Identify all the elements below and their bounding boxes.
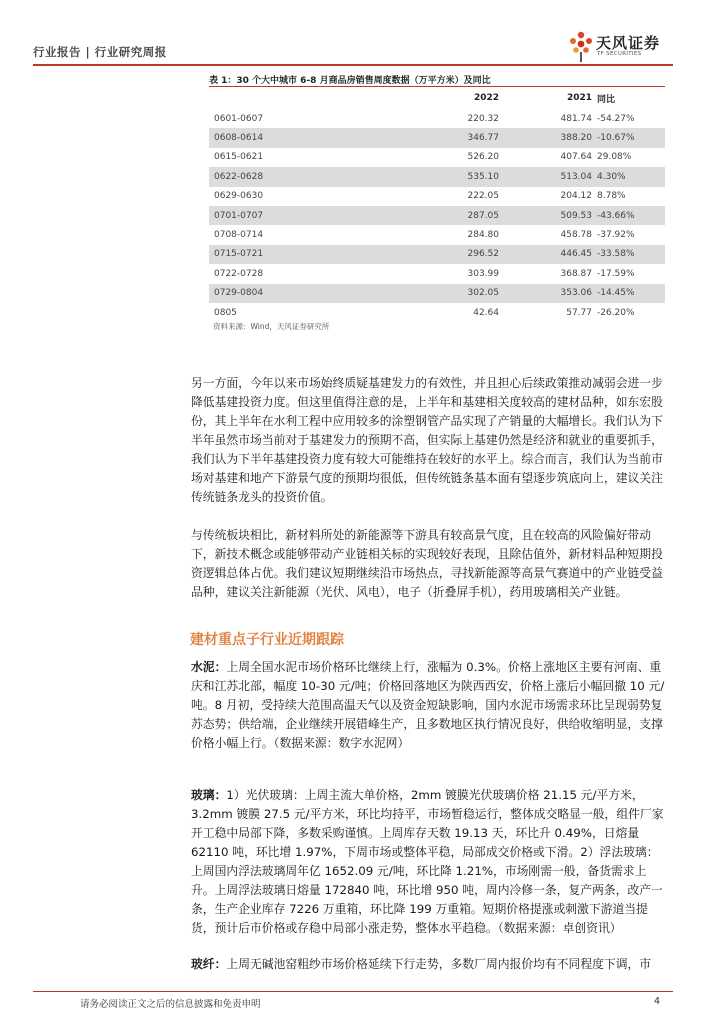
table-cell: 0805 — [214, 307, 237, 318]
paragraph-new-materials: 与传统板块相比，新材料所处的新能源等下游具有较高景气度，且在较高的风险偏好带动下，新技术概念或能够带动产业链相关标的实现较好表现，且除估值外，新材料品种短期投资逻辑总体占优。我们建议短期继续沿市场热点，寻找新能源等高景气赛道中的产业链受益品种，建议关注新能源（光伏、风电），电子（折叠屏手机），药用玻璃相关产业链。 — [191, 528, 663, 599]
table-cell: 458.78 — [560, 230, 592, 241]
table-cell: 0629-0630 — [214, 191, 264, 202]
paragraph-fiberglass — [191, 955, 666, 974]
paragraph-cement — [191, 658, 666, 753]
table-row — [209, 109, 665, 128]
table-source: 资料来源：Wind，天风证券研究所 — [213, 322, 330, 331]
table-cell: 407.64 — [560, 152, 592, 163]
table-cell: 0722-0728 — [214, 268, 264, 279]
table-cell: 8.78% — [597, 191, 626, 202]
table-cell: 346.77 — [467, 133, 499, 144]
table-cell: 388.20 — [560, 133, 592, 144]
table-cell: -33.58% — [597, 249, 635, 260]
table-row — [209, 167, 665, 186]
logo-subtext: TF SECURITIES — [597, 51, 642, 57]
cement-text: 上周全国水泥市场价格环比继续上行，涨幅为 0.3%。价格上涨地区主要有河南、重庆和江苏北部，幅度 10-30 元/吨；价格回落地区为陕西西安，价格上涨后小幅回撤 10 元/吨。8 月初，受持续大范围高温天气以及资金短缺影响，国内水泥市场需求环比呈现弱势复苏态势；供给端，企业继续开展错峰生产，且多数地区执行情况良好，供给收缩明显，支撑价格小幅上行。（数据来源：数字水泥网） — [191, 660, 665, 750]
table-cell: 353.06 — [560, 288, 592, 299]
table-cell: 220.32 — [467, 113, 499, 124]
table-cell: -54.27% — [597, 113, 635, 124]
footer-divider — [33, 991, 673, 992]
page-number: 4 — [654, 996, 661, 1007]
fiberglass-text: 上周无碱池窑粗纱市场价格延续下行走势，多数厂周内报价均有不同程度下调，市 — [226, 957, 652, 971]
table-cell: 513.04 — [560, 171, 592, 182]
table-cell: 296.52 — [467, 249, 499, 260]
table-cell: 57.77 — [566, 307, 592, 318]
table-cell: 526.20 — [467, 152, 499, 163]
glass-text: 1）光伏玻璃：上周主流大单价格，2mm 镀膜光伏玻璃价格 21.15 元/平方米，3.2mm 镀膜 27.5 元/平方米，环比均持平，市场暂稳运行，整体成交略显一般，组件厂家开工稳中局部下降，多数采购谨慎。上周库存天数 19.13 天，环比升 0.49%，日熔量 62110 吨，环比增 1.97%，下周市场或整体平稳，局部成交价格或下滑。2）浮法玻璃：上周国内浮法玻璃周年亿 1652.09 元/吨，环比降 1.21%，市场刚需一般，备货需求上升。上周浮法玻璃日熔量 172840 吨，环比增 950 吨，周内冷修一条，复产两条，改产一条，生产企业库存 7226 万重箱，环比降 199 万重箱。短期价格提涨或刺激下游道当提货，预计后市价格或存稳中局部小涨走势，整体水平趋稳。（数据来源：卓创资讯） — [191, 788, 664, 935]
table-cell: 0729-0804 — [214, 288, 264, 299]
table-header-cell: 同比 — [597, 94, 616, 105]
cement-label: 水泥： — [191, 660, 227, 674]
table-cell: 0622-0628 — [214, 171, 264, 182]
table-row — [209, 284, 665, 303]
table-cell: 29.08% — [597, 152, 632, 163]
table-cell: -26.20% — [597, 307, 635, 318]
table-cell: 0615-0621 — [214, 152, 264, 163]
table-cell: 222.05 — [467, 191, 499, 202]
table-cell: 287.05 — [467, 210, 499, 221]
footer-disclaimer: 请务必阅读正文之后的信息披露和免责申明 — [80, 999, 261, 1010]
report-type: 行业报告 | 行业研究周报 — [33, 45, 167, 59]
company-logo — [568, 30, 688, 64]
table-cell: -10.67% — [597, 133, 635, 144]
table-cell: -37.92% — [597, 230, 635, 241]
table-cell: 368.87 — [560, 268, 592, 279]
table-cell: 0708-0714 — [214, 230, 264, 241]
glass-label: 玻璃： — [191, 788, 227, 802]
table-cell: 0715-0721 — [214, 249, 264, 260]
table-row — [209, 303, 665, 322]
page-header — [33, 34, 673, 64]
table-cell: 481.74 — [560, 113, 592, 124]
table-row — [209, 206, 665, 225]
table-caption: 表 1：30 个大中城市 6-8 月商品房销售周度数据（万平方米）及同比 — [209, 76, 491, 86]
sales-table — [209, 86, 665, 322]
table-cell: 535.10 — [467, 171, 499, 182]
table-cell: 4.30% — [597, 171, 626, 182]
header-divider — [33, 64, 673, 66]
table-row — [209, 264, 665, 283]
table-cell: -43.66% — [597, 210, 635, 221]
table-cell: 446.45 — [560, 249, 592, 260]
table-cell: 0601-0607 — [214, 113, 264, 124]
table-row — [209, 187, 665, 206]
table-row — [209, 148, 665, 167]
table-cell: -17.59% — [597, 268, 635, 279]
table-row — [209, 225, 665, 244]
section-title: 建材重点子行业近期跟踪 — [190, 632, 344, 648]
table-cell: 42.64 — [473, 307, 499, 318]
table-cell: 509.53 — [560, 210, 592, 221]
table-cell: 302.05 — [467, 288, 499, 299]
table-row — [209, 128, 665, 147]
paragraph-infrastructure: 另一方面，今年以来市场始终质疑基建发力的有效性，并且担心后续政策推动减弱会进一步降低基建投资力度。但这里值得注意的是，上半年和基建相关度较高的建材品种，如东宏股份，其上半年在水利工程中应用较多的涂塑钢管产品实现了产销量的大幅增长。我们认为下半年虽然市场当前对于基建发力的预期不高，但实际上基建仍然是经济和就业的重要抓手，我们认为下半年基建投资力度有较大可能维持在较好的水平上。综合而言，我们认为当前市场对基建和地产下游景气度的预期均很低，但传统链条基本面有望逐步筑底向上，建议关注传统链条龙头的投资价值。 — [191, 376, 663, 504]
logo-flower-icon — [568, 30, 594, 64]
table-cell: 0701-0707 — [214, 210, 264, 221]
table-cell: 204.12 — [560, 191, 592, 202]
table-cell: -14.45% — [597, 288, 635, 299]
table-header-cell: 2022 — [473, 93, 499, 103]
table-cell: 284.80 — [467, 230, 499, 241]
table-row — [209, 245, 665, 264]
table-header-cell: 2021 — [566, 93, 592, 103]
logo-text: 天风证券 — [596, 34, 661, 52]
fiberglass-label: 玻纤： — [191, 957, 227, 971]
table-cell: 303.99 — [467, 268, 499, 279]
paragraph-glass — [191, 786, 666, 938]
table-header-row — [209, 87, 665, 109]
table-cell: 0608-0614 — [214, 133, 264, 144]
